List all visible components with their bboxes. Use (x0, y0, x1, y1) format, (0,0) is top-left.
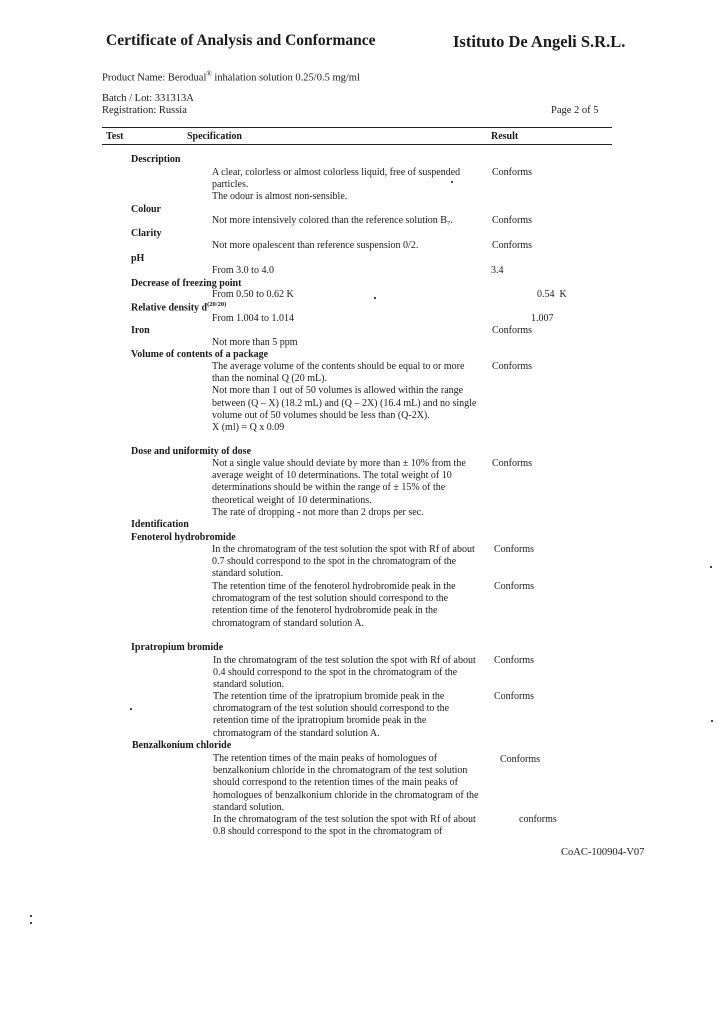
test-benzalkonium-label: Benzalkonium chloride (132, 740, 232, 751)
header-bottom-rule (102, 144, 612, 145)
test-description-spec: A clear, colorless or almost colorless liquid, free of suspended particles. The odour is almost non-sensible. (212, 167, 461, 203)
test-ph-spec: From 3.0 to 4.0 (212, 265, 274, 276)
batch-lot: Batch / Lot: 331313A (102, 93, 194, 104)
test-dose-spec: Not a single value should deviate by more than ± 10% from the average weight of 10 determinations. The total weight of 10 determinations should be within the range of ± 15% of the theoretical weight of 10 determinations. The rate of dropping - not more than 2 drops per sec. (212, 458, 466, 518)
scan-speck (710, 566, 712, 568)
test-freezing-result: 0.54 K (537, 289, 567, 300)
test-volume-result: Conforms (492, 361, 532, 372)
scan-speck (711, 720, 713, 722)
test-density-result: 1.007 (531, 313, 554, 324)
column-specification: Specification (187, 131, 242, 142)
scan-speck (374, 297, 376, 299)
test-ipratropium-result-1: Conforms (494, 655, 534, 666)
test-description-result: Conforms (492, 167, 532, 178)
test-fenoterol-spec-1: In the chromatogram of the test solution the spot with Rf of about 0.7 should correspond to the spot in the chromatogram of the standard solution. (212, 544, 475, 580)
registered-mark: ® (206, 70, 212, 78)
document-code: CoAC-100904-V07 (561, 847, 645, 858)
document-title: Certificate of Analysis and Conformance (106, 32, 376, 49)
test-clarity-result: Conforms (492, 240, 532, 251)
test-ph-result: 3.4 (491, 265, 504, 276)
test-volume-label: Volume of contents of a package (131, 349, 269, 360)
scan-speck (130, 708, 132, 710)
test-freezing-spec: From 0.50 to 0.62 K (212, 289, 294, 300)
test-ph-label: pH (131, 253, 145, 264)
test-iron-spec: Not more than 5 ppm (212, 337, 298, 348)
product-name-suffix: inhalation solution 0.25/0.5 mg/ml (211, 72, 360, 84)
test-freezing-label: Decrease of freezing point (131, 278, 242, 289)
test-density-label-sup: (20/20) (207, 301, 227, 308)
test-clarity-label: Clarity (131, 228, 162, 239)
product-name-prefix: Product Name: Berodual (102, 72, 207, 84)
test-density-label-text: Relative density d (131, 302, 208, 314)
test-dose-result: Conforms (492, 458, 532, 469)
test-clarity-spec: Not more opalescent than reference suspension 0/2. (212, 240, 419, 251)
test-ipratropium-spec-2: The retention time of the ipratropium bromide peak in the chromatogram of the test solution should correspond to the retention time of the ipratropium bromide peak in the chromatogram of the standard solution A. (213, 691, 450, 739)
test-fenoterol-label: Fenoterol hydrobromide (131, 532, 236, 543)
test-colour-label: Colour (131, 204, 161, 215)
test-volume-spec: The average volume of the contents should be equal to or more than the nominal Q (20 mL). Not more than 1 out of 50 volumes is allowed within the range between (Q – X) (18.2 mL) and (Q – 2X) (16.4 mL) and no single volume out of 50 volumes should be less than (Q-2X). X (ml) = Q x 0.09 (212, 361, 477, 434)
test-density-spec: From 1.004 to 1.014 (212, 313, 294, 324)
test-ipratropium-spec-1: In the chromatogram of the test solution the spot with Rf of about 0.4 should correspond to the spot in the chromatogram of the standard solution. (213, 655, 476, 691)
scan-speck (30, 915, 32, 917)
test-fenoterol-result-2: Conforms (494, 581, 534, 592)
page-number: Page 2 of 5 (551, 105, 599, 116)
company-name: Istituto De Angeli S.R.L. (453, 32, 626, 51)
test-iron-label: Iron (131, 325, 150, 336)
test-benzalkonium-result-2: conforms (519, 814, 557, 825)
scan-speck (30, 922, 32, 924)
test-ipratropium-result-2: Conforms (494, 691, 534, 702)
test-benzalkonium-spec-1: The retention times of the main peaks of homologues of benzalkonium chloride in the chromatogram of the test solution should correspond to the retention times of the main peaks of homologues of benzalkonium chloride in the chromatogram of the standard solution. (213, 753, 479, 813)
registration: Registration: Russia (102, 105, 187, 116)
product-name (102, 70, 360, 84)
test-identification-label: Identification (131, 519, 189, 530)
test-ipratropium-label: Ipratropium bromide (131, 642, 224, 653)
test-dose-label: Dose and uniformity of dose (131, 446, 252, 457)
test-benzalkonium-spec-2: In the chromatogram of the test solution the spot with Rf of about 0.8 should correspond to the spot in the chromatogram of (213, 814, 476, 838)
test-density-label (131, 301, 226, 313)
test-benzalkonium-result-1: Conforms (500, 754, 540, 765)
test-colour-spec: Not more intensively colored than the reference solution B₇. (212, 215, 453, 226)
column-test: Test (106, 131, 124, 142)
test-fenoterol-spec-2: The retention time of the fenoterol hydrobromide peak in the chromatogram of the test solution should correspond to the retention time of the fenoterol hydrobromide peak in the chromatogram of standard solution A. (212, 581, 456, 629)
test-colour-result: Conforms (492, 215, 532, 226)
header-rule (102, 127, 612, 128)
test-iron-result: Conforms (492, 325, 532, 336)
test-description-label: Description (131, 154, 181, 165)
test-fenoterol-result-1: Conforms (494, 544, 534, 555)
scan-speck (451, 181, 453, 183)
column-result: Result (491, 131, 519, 142)
